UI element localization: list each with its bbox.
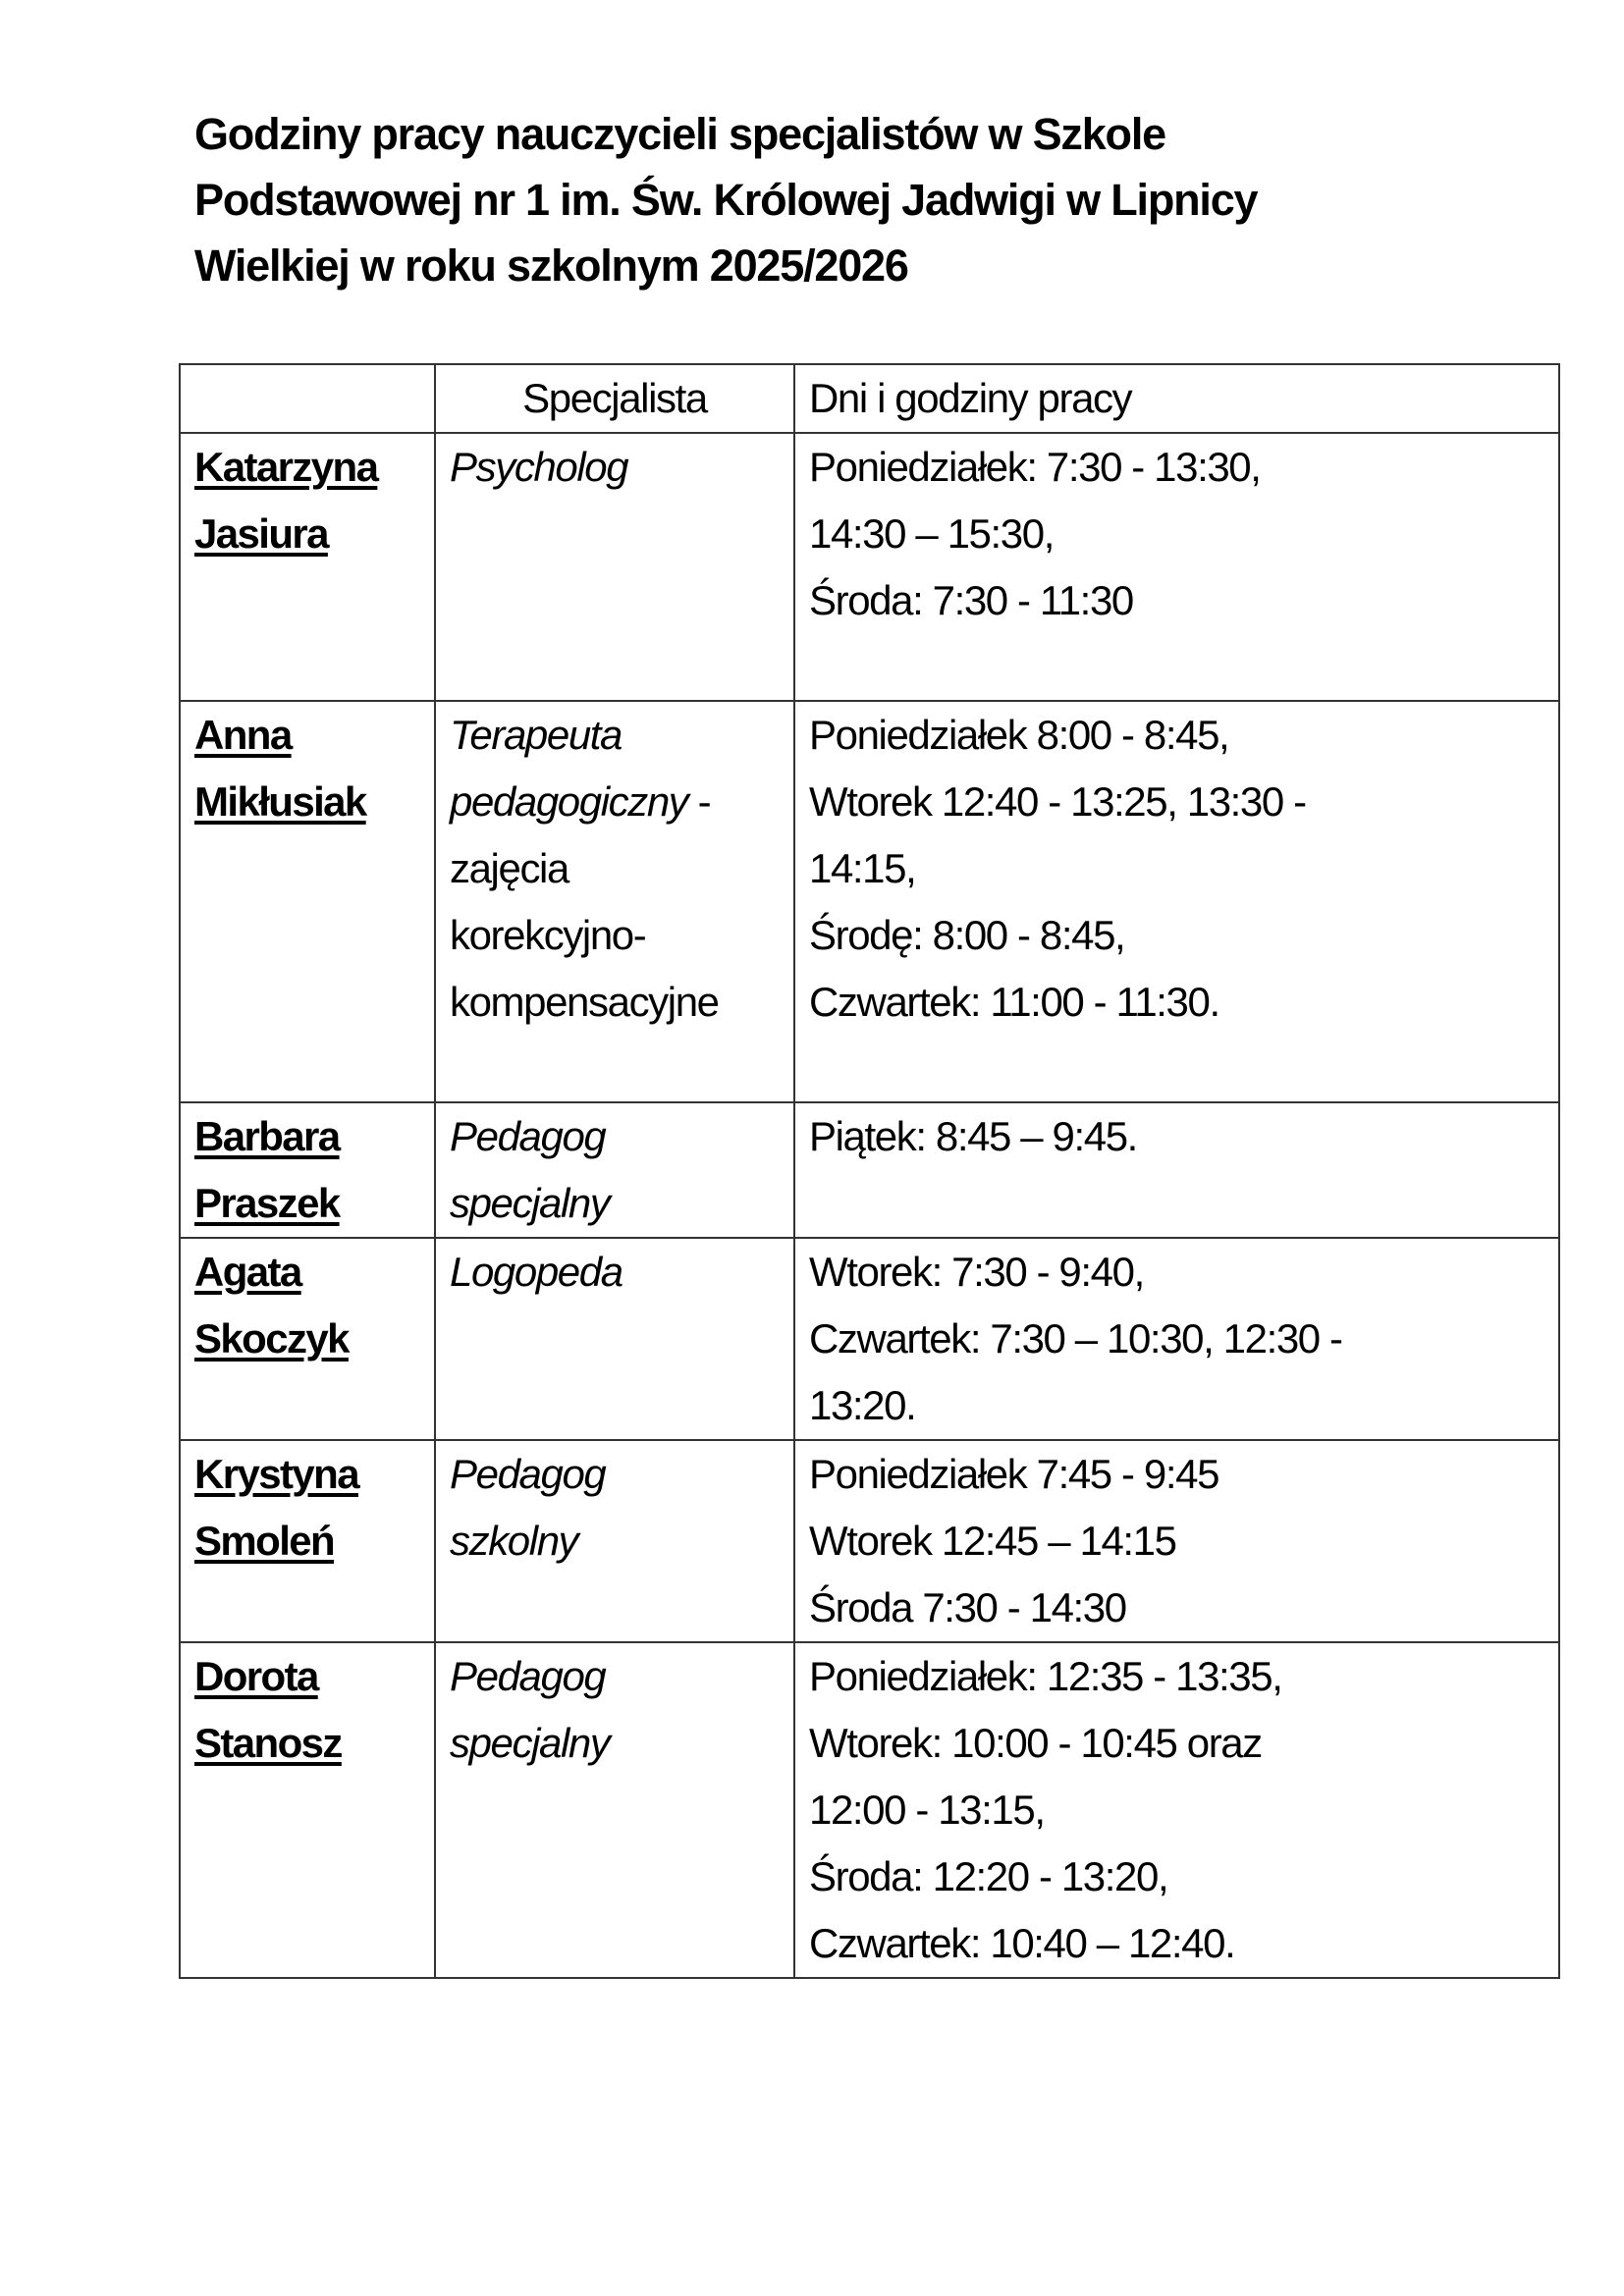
hours-line: 12:00 - 13:15, [809,1787,1045,1833]
role-line: szkolny [450,1518,578,1564]
title-line-3: Wielkiej w roku szkolnym 2025/2026 [194,240,908,291]
role-line: Pedagog [450,1653,606,1699]
work-hours-cell [794,1440,1559,1642]
hours-line: Piątek: 8:45 – 9:45. [809,1113,1137,1159]
header-cell-hours: Dni i godziny pracy [794,364,1559,433]
title-line-1: Godziny pracy nauczycieli specjalistów w Szkole [194,109,1165,159]
specialist-role-cell [435,1102,794,1238]
table-row [180,1102,1559,1238]
specialist-role-cell [435,701,794,1102]
teacher-first-name: Barbara [194,1113,340,1159]
hours-line: Środa 7:30 - 14:30 [809,1584,1126,1630]
hours-line: 13:20. [809,1382,916,1428]
teacher-last-name: Praszek [194,1180,340,1226]
hours-line: Poniedziałek 8:00 - 8:45, [809,712,1229,758]
specialist-role-cell [435,1238,794,1440]
role-line: Psycholog [450,444,628,490]
specialist-role-cell [435,1440,794,1642]
teacher-first-name: Anna [194,712,292,758]
teacher-name-cell [180,1238,435,1440]
role-line: Pedagog [450,1113,606,1159]
title-line-2: Podstawowej nr 1 im. Św. Królowej Jadwigi w Lipnicy [194,175,1258,225]
hours-line: Wtorek: 7:30 - 9:40, [809,1249,1144,1295]
teacher-name-cell [180,701,435,1102]
hours-line: Czwartek: 11:00 - 11:30. [809,979,1219,1025]
teacher-name-cell [180,1642,435,1978]
teacher-name-cell [180,1102,435,1238]
hours-line: Wtorek 12:45 – 14:15 [809,1518,1176,1564]
teacher-first-name: Dorota [194,1653,318,1699]
table-row [180,1238,1559,1440]
role-line-italic: pedagogiczny [450,778,688,825]
role-line: Terapeuta [450,712,623,758]
specialist-role-cell [435,1642,794,1978]
work-hours-cell [794,433,1559,701]
teacher-last-name: Jasiura [194,510,328,557]
role-line-suffix: - [687,778,711,825]
teacher-name-cell [180,1440,435,1642]
hours-line: Czwartek: 7:30 – 10:30, 12:30 - [809,1315,1342,1362]
role-line: specjalny [450,1180,610,1226]
hours-line: Środę: 8:00 - 8:45, [809,912,1125,958]
specialist-schedule-table [179,363,1560,1979]
role-line: korekcyjno- [450,912,646,958]
role-line: kompensacyjne [450,979,719,1025]
hours-line: 14:15, [809,845,916,891]
header-cell-name [180,364,435,433]
hours-line: Środa: 7:30 - 11:30 [809,577,1133,623]
work-hours-cell [794,1102,1559,1238]
teacher-first-name: Katarzyna [194,444,378,490]
page-title [194,101,1471,298]
work-hours-cell [794,1238,1559,1440]
hours-line: Wtorek 12:40 - 13:25, 13:30 - [809,778,1306,825]
teacher-last-name: Skoczyk [194,1315,349,1362]
teacher-name-cell [180,433,435,701]
role-line: Pedagog [450,1451,606,1497]
work-hours-cell [794,1642,1559,1978]
table-row [180,701,1559,1102]
role-line: Logopeda [450,1249,623,1295]
teacher-first-name: Agata [194,1249,301,1295]
table-row [180,433,1559,701]
hours-line: Poniedziałek: 12:35 - 13:35, [809,1653,1282,1699]
teacher-last-name: Stanosz [194,1720,342,1766]
table-row [180,1642,1559,1978]
table-header-row [180,364,1559,433]
hours-line: 14:30 – 15:30, [809,510,1054,557]
work-hours-cell [794,701,1559,1102]
role-line: specjalny [450,1720,610,1766]
hours-line: Poniedziałek 7:45 - 9:45 [809,1451,1219,1497]
hours-line: Wtorek: 10:00 - 10:45 oraz [809,1720,1262,1766]
hours-line: Czwartek: 10:40 – 12:40. [809,1920,1235,1966]
teacher-first-name: Krystyna [194,1451,358,1497]
table-row [180,1440,1559,1642]
role-line: zajęcia [450,845,568,891]
header-cell-specialist: Specjalista [435,364,794,433]
hours-line: Środa: 12:20 - 13:20, [809,1853,1168,1899]
teacher-last-name: Smoleń [194,1518,335,1564]
role-line [450,769,793,835]
teacher-last-name: Mikłusiak [194,778,366,825]
hours-line: Poniedziałek: 7:30 - 13:30, [809,444,1261,490]
specialist-role-cell [435,433,794,701]
